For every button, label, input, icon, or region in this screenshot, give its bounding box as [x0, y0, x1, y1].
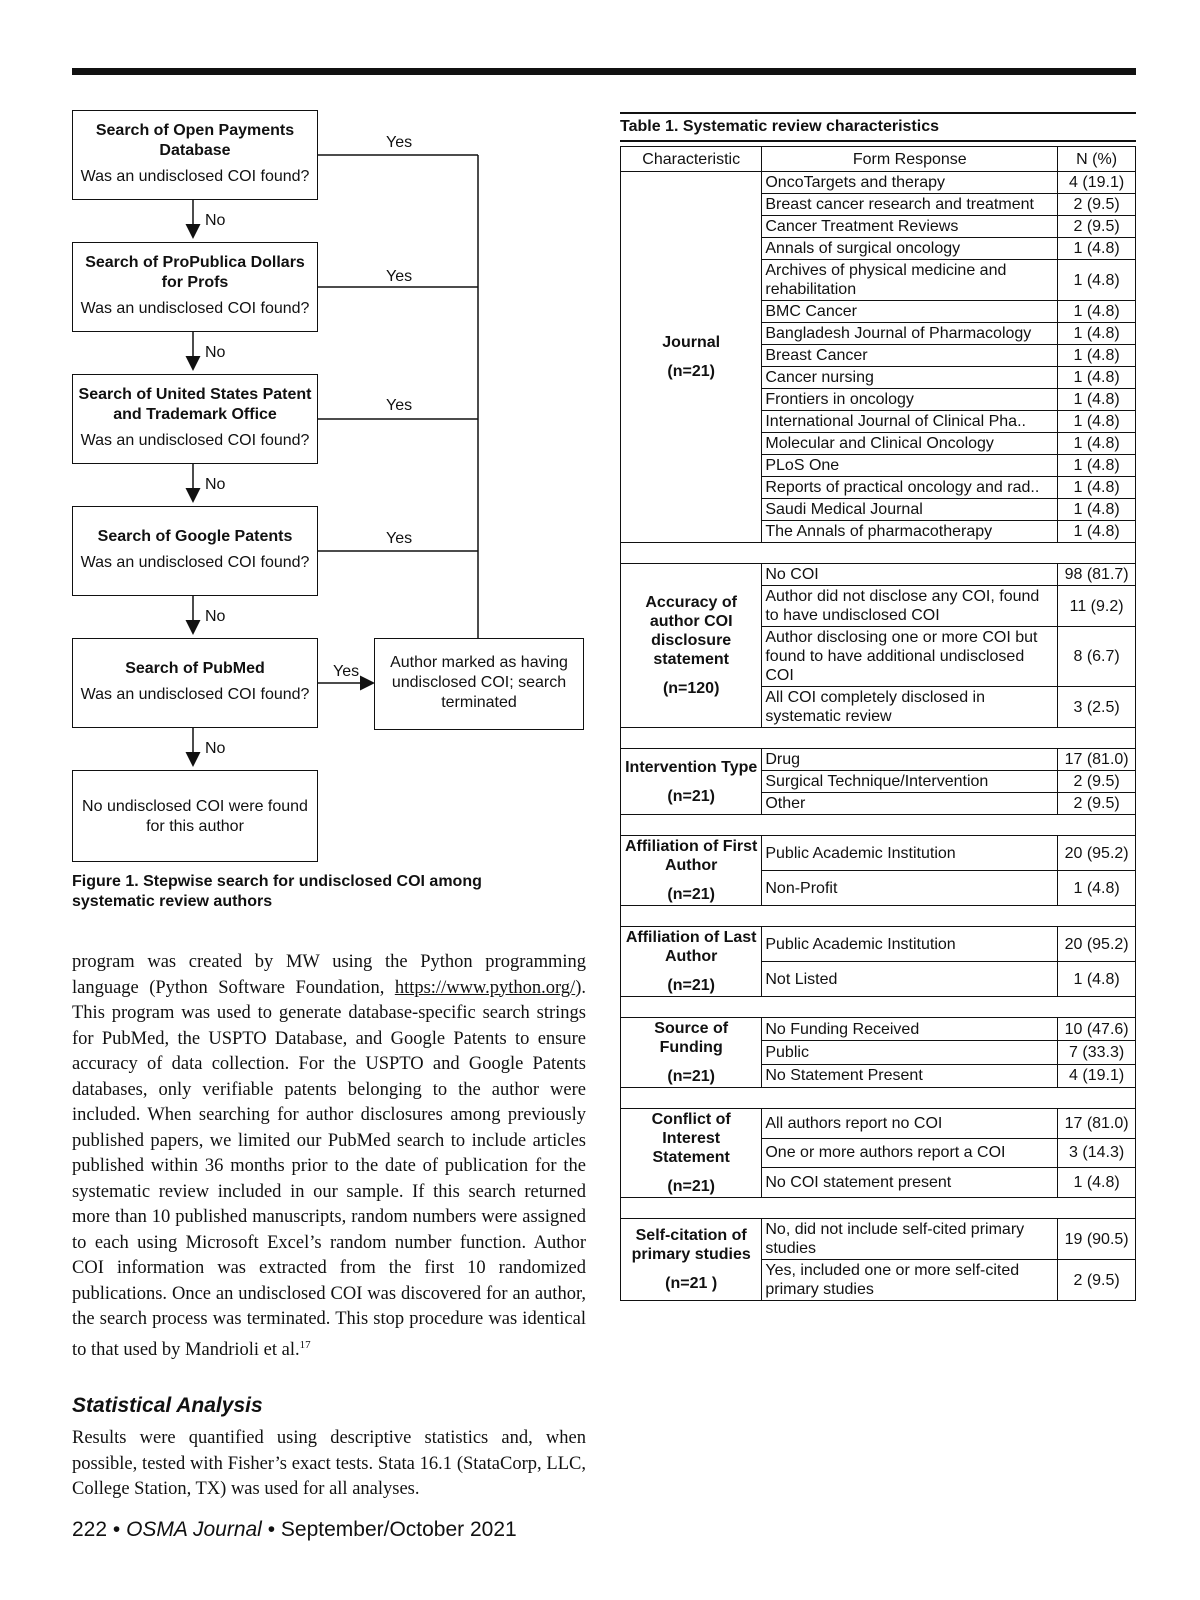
n-percent-cell: 2 (9.5) — [1058, 771, 1136, 793]
no-label: No — [205, 608, 226, 625]
characteristic-cell — [621, 1109, 762, 1198]
table-spacer-cell — [621, 815, 1136, 836]
form-response-cell: Archives of physical medicine and rehabilitation — [762, 260, 1058, 301]
table-body — [621, 172, 1136, 1301]
form-response-cell: No Funding Received — [762, 1018, 1058, 1041]
n-percent-cell: 1 (4.8) — [1058, 238, 1136, 260]
body-paragraph-stats: Results were quantified using descriptive statistics and, when possible, tested with Fisher’s exact tests. Stata 16.1 (StataCorp, LLC, College Station, TX) was used for all analyses. — [72, 1428, 586, 1499]
no-label: No — [205, 212, 226, 229]
journal-name: OSMA Journal — [126, 1518, 262, 1541]
flow-step-title: Search of United States Patent and Trademark Office — [78, 386, 312, 423]
characteristic-cell — [621, 1219, 762, 1301]
form-response-cell: Cancer nursing — [762, 367, 1058, 389]
characteristic-label: Self-citation of primary studies — [631, 1227, 751, 1263]
n-percent-cell: 17 (81.0) — [1058, 1109, 1136, 1139]
n-percent-cell: 20 (95.2) — [1058, 836, 1136, 871]
flow-step-uspto — [72, 374, 318, 464]
flow-terminated-text: Author marked as having undisclosed COI; search terminated — [390, 654, 568, 711]
n-percent-cell: 1 (4.8) — [1058, 1168, 1136, 1198]
form-response-cell: Author disclosing one or more COI but found to have additional undisclosed COI — [762, 627, 1058, 687]
form-response-cell: Public Academic Institution — [762, 836, 1058, 871]
figure-caption: Figure 1. Stepwise search for undisclosed COI among systematic review authors — [72, 873, 482, 910]
flowchart-connectors — [60, 100, 600, 870]
flow-step-pubmed — [72, 638, 318, 728]
characteristic-n: (n=21) — [667, 1178, 715, 1195]
n-percent-cell: 4 (19.1) — [1058, 172, 1136, 194]
flow-terminated-box — [374, 638, 584, 730]
form-response-cell: Public Academic Institution — [762, 927, 1058, 962]
body-paragraph-methods — [72, 950, 586, 1363]
characteristic-label: Journal — [662, 334, 721, 351]
form-response-cell: No Statement Present — [762, 1064, 1058, 1087]
form-response-cell: Bangladesh Journal of Pharmacology — [762, 323, 1058, 345]
n-percent-cell: 1 (4.8) — [1058, 962, 1136, 997]
table-spacer-row — [621, 906, 1136, 927]
n-percent-cell: 98 (81.7) — [1058, 564, 1136, 586]
characteristic-cell — [621, 564, 762, 728]
characteristic-cell — [621, 172, 762, 543]
n-percent-cell: 1 (4.8) — [1058, 301, 1136, 323]
table-spacer-row — [621, 997, 1136, 1018]
reference-superscript: 17 — [299, 1338, 311, 1351]
form-response-cell: Yes, included one or more self-cited primary studies — [762, 1260, 1058, 1301]
yes-label: Yes — [333, 663, 360, 680]
form-response-cell: Other — [762, 793, 1058, 815]
no-label: No — [205, 740, 226, 757]
yes-label: Yes — [386, 268, 413, 285]
characteristic-label: Affiliation of Last Author — [625, 929, 757, 965]
form-response-cell: Surgical Technique/Intervention — [762, 771, 1058, 793]
table-spacer-row — [621, 815, 1136, 836]
characteristic-n: (n=21) — [667, 886, 715, 903]
characteristic-n: (n=21) — [667, 977, 715, 994]
n-percent-cell: 2 (9.5) — [1058, 793, 1136, 815]
table-row — [621, 1018, 1136, 1041]
characteristic-cell — [621, 836, 762, 906]
form-response-cell: Not Listed — [762, 962, 1058, 997]
yes-label: Yes — [386, 530, 413, 547]
n-percent-cell: 1 (4.8) — [1058, 871, 1136, 906]
characteristic-n: (n=21) — [667, 1068, 715, 1085]
characteristic-label: Conflict of Interest Statement — [651, 1111, 731, 1166]
flow-step-title: Search of Google Patents — [97, 528, 293, 545]
issue-date: • September/October 2021 — [267, 1518, 517, 1541]
n-percent-cell: 11 (9.2) — [1058, 586, 1136, 627]
n-percent-cell: 1 (4.8) — [1058, 521, 1136, 543]
form-response-cell: International Journal of Clinical Pha.. — [762, 411, 1058, 433]
form-response-cell: Drug — [762, 749, 1058, 771]
n-percent-cell: 1 (4.8) — [1058, 389, 1136, 411]
characteristic-cell — [621, 927, 762, 997]
no-label: No — [205, 344, 226, 361]
body-text-end: ). This program was used to generate database-specific search strings for PubMed, the USPTO Database, and Google Patents to ensure accuracy of data collection. For the USPTO and Google Patents databases, only verifiable patents belonging to the author were included. When searching for author disclosures among previously published papers, we limited our PubMed search to include articles published within 36 months prior to the date of publication for the systematic review included in our sample. If this search returned more than 10 published manuscripts, random numbers were assigned to each using Microsoft Excel’s random number function. Author COI information was extracted from the first 10 randomized publications. Once an undisclosed COI was discovered for an author, the search process was terminated. This stop procedure was identical to that used by Mandrioli et al. — [72, 977, 586, 1360]
form-response-cell: No COI — [762, 564, 1058, 586]
top-rule — [72, 68, 1136, 75]
table-spacer-cell — [621, 997, 1136, 1018]
table-spacer-row — [621, 543, 1136, 564]
flow-none-found-text: No undisclosed COI were found for this author — [82, 798, 308, 835]
form-response-cell: Frontiers in oncology — [762, 389, 1058, 411]
n-percent-cell: 1 (4.8) — [1058, 260, 1136, 301]
table-spacer-row — [621, 1088, 1136, 1109]
n-percent-cell: 1 (4.8) — [1058, 499, 1136, 521]
n-percent-cell: 3 (2.5) — [1058, 687, 1136, 728]
table-spacer-cell — [621, 728, 1136, 749]
characteristic-label: Affiliation of First Author — [624, 838, 758, 874]
form-response-cell: Saudi Medical Journal — [762, 499, 1058, 521]
n-percent-cell: 4 (19.1) — [1058, 1064, 1136, 1087]
flow-step-title: Search of Open Payments Database — [95, 122, 295, 159]
form-response-cell: Reports of practical oncology and rad.. — [762, 477, 1058, 499]
table-header-row — [621, 147, 1136, 172]
header-n-percent: N (%) — [1058, 147, 1136, 172]
form-response-cell: PLoS One — [762, 455, 1058, 477]
page-footer — [72, 1518, 517, 1542]
table-row — [621, 1109, 1136, 1139]
n-percent-cell: 1 (4.8) — [1058, 477, 1136, 499]
n-percent-cell: 1 (4.8) — [1058, 323, 1136, 345]
section-heading: Statistical Analysis — [72, 1394, 263, 1417]
n-percent-cell: 19 (90.5) — [1058, 1219, 1136, 1260]
form-response-cell: Public — [762, 1041, 1058, 1064]
flow-step-propublica — [72, 242, 318, 332]
n-percent-cell: 17 (81.0) — [1058, 749, 1136, 771]
form-response-cell: Molecular and Clinical Oncology — [762, 433, 1058, 455]
n-percent-cell: 10 (47.6) — [1058, 1018, 1136, 1041]
page-number: 222 • — [72, 1518, 121, 1541]
form-response-cell: Annals of surgical oncology — [762, 238, 1058, 260]
characteristic-n: (n=120) — [662, 680, 720, 697]
table-row — [621, 172, 1136, 194]
n-percent-cell: 1 (4.8) — [1058, 455, 1136, 477]
form-response-cell: No COI statement present — [762, 1168, 1058, 1198]
flow-step-question: Was an undisclosed COI found? — [80, 432, 310, 449]
yes-label: Yes — [386, 397, 413, 414]
table-spacer-cell — [621, 1198, 1136, 1219]
characteristic-cell — [621, 1018, 762, 1088]
table-row — [621, 1219, 1136, 1260]
table-spacer-cell — [621, 543, 1136, 564]
flow-step-question: Was an undisclosed COI found? — [80, 168, 310, 185]
characteristic-n: (n=21) — [667, 363, 715, 380]
form-response-cell: Author did not disclose any COI, found to have undisclosed COI — [762, 586, 1058, 627]
body-text-start: program was created by MW using the Python programming language (Python Software Foundation, — [72, 952, 586, 998]
n-percent-cell: 1 (4.8) — [1058, 411, 1136, 433]
table-spacer-row — [621, 1198, 1136, 1219]
flow-step-google-patents — [72, 506, 318, 596]
form-response-cell: No, did not include self-cited primary studies — [762, 1219, 1058, 1260]
n-percent-cell: 3 (14.3) — [1058, 1138, 1136, 1168]
flow-step-title: Search of ProPublica Dollars for Profs — [85, 254, 305, 291]
n-percent-cell: 1 (4.8) — [1058, 433, 1136, 455]
n-percent-cell: 8 (6.7) — [1058, 627, 1136, 687]
n-percent-cell: 2 (9.5) — [1058, 1260, 1136, 1301]
yes-label: Yes — [386, 134, 413, 151]
form-response-cell: Breast cancer research and treatment — [762, 194, 1058, 216]
characteristic-n: (n=21) — [667, 787, 715, 805]
form-response-cell: Cancer Treatment Reviews — [762, 216, 1058, 238]
characteristic-n: (n=21 ) — [665, 1275, 718, 1292]
n-percent-cell: 2 (9.5) — [1058, 194, 1136, 216]
characteristics-table — [620, 146, 1136, 1301]
header-characteristic: Characteristic — [621, 147, 762, 172]
table-title: Table 1. Systematic review characteristics — [620, 112, 1136, 142]
n-percent-cell: 2 (9.5) — [1058, 216, 1136, 238]
n-percent-cell: 20 (95.2) — [1058, 927, 1136, 962]
form-response-cell: All authors report no COI — [762, 1109, 1058, 1139]
form-response-cell: Non-Profit — [762, 871, 1058, 906]
header-form-response: Form Response — [762, 147, 1058, 172]
table-row — [621, 564, 1136, 586]
flow-step-question: Was an undisclosed COI found? — [80, 554, 310, 571]
table-spacer-cell — [621, 1088, 1136, 1109]
form-response-cell: All COI completely disclosed in systematic review — [762, 687, 1058, 728]
flow-step-question: Was an undisclosed COI found? — [80, 300, 310, 317]
python-link[interactable]: https://www.python.org/ — [394, 977, 576, 998]
flow-step-open-payments — [72, 110, 318, 200]
form-response-cell: BMC Cancer — [762, 301, 1058, 323]
flow-step-question: Was an undisclosed COI found? — [80, 686, 310, 703]
table-spacer-cell — [621, 906, 1136, 927]
table-row — [621, 927, 1136, 962]
flow-step-title: Search of PubMed — [125, 660, 265, 677]
flow-none-found-box — [72, 770, 318, 862]
form-response-cell: OncoTargets and therapy — [762, 172, 1058, 194]
characteristic-label: Source of Funding — [654, 1020, 729, 1056]
n-percent-cell: 1 (4.8) — [1058, 367, 1136, 389]
characteristic-label: Intervention Type — [625, 758, 758, 776]
table-row — [621, 836, 1136, 871]
form-response-cell: One or more authors report a COI — [762, 1138, 1058, 1168]
no-label: No — [205, 476, 226, 493]
table-spacer-row — [621, 728, 1136, 749]
form-response-cell: Breast Cancer — [762, 345, 1058, 367]
form-response-cell: The Annals of pharmacotherapy — [762, 521, 1058, 543]
characteristic-label: Accuracy of author COI disclosure statement — [645, 594, 737, 668]
characteristic-cell — [621, 749, 762, 815]
table-row — [621, 749, 1136, 771]
n-percent-cell: 1 (4.8) — [1058, 345, 1136, 367]
n-percent-cell: 7 (33.3) — [1058, 1041, 1136, 1064]
